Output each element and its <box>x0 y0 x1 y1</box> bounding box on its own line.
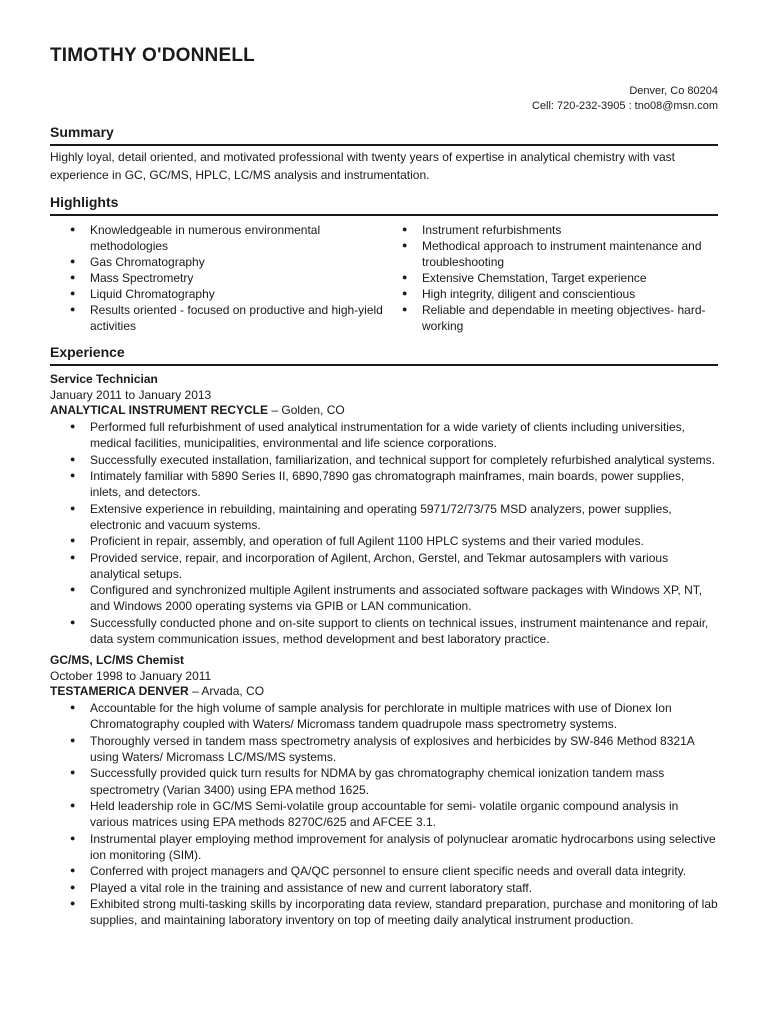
bullet-icon: ● <box>70 272 76 282</box>
candidate-name: TIMOTHY O'DONNELL <box>50 45 255 66</box>
list-item: ● Mass Spectrometry <box>70 271 194 285</box>
list-item: ● Successfully conducted phone and on-site support to clients on technical issues, instrument maintenance and repair, data system communication issues, method development and best laboratory practice. <box>70 615 709 646</box>
bullet-icon: ● <box>70 288 76 298</box>
bullet-icon: ● <box>402 288 408 298</box>
bullet-icon: ● <box>402 240 408 250</box>
contact-address: Denver, Co 80204 <box>629 85 718 97</box>
list-item: ● Liquid Chromatography <box>70 287 215 301</box>
contact-block <box>50 84 718 114</box>
bullet-icon: ● <box>70 551 76 562</box>
company-location: – Arvada, CO <box>188 684 265 699</box>
list-item: ● Exhibited strong multi-tasking skills by incorporating data review, standard preparation, purchase and monitoring of lab supplies, and maintaining laboratory inventory on top of meeting daily analytical instrument production. <box>70 896 718 928</box>
list-item: ● Successfully executed installation, familiarization, and technical support for completely refurbished analytical systems. <box>70 452 715 467</box>
job-duties <box>50 700 718 928</box>
job-company <box>50 684 718 699</box>
list-item: ● Extensive Chemstation, Target experience <box>402 271 647 285</box>
list-item: ● Conferred with project managers and QA/QC personnel to ensure client specific needs and overall data integrity. <box>70 864 687 879</box>
experience-heading: Experience <box>50 344 718 366</box>
highlights-right-list <box>384 222 718 334</box>
highlights-left-list <box>50 222 384 334</box>
highlights-heading: Highlights <box>50 194 718 216</box>
bullet-icon: ● <box>70 702 76 713</box>
bullet-icon: ● <box>70 502 76 513</box>
list-item: ● Gas Chromatography <box>70 255 205 269</box>
list-item: ● Provided service, repair, and incorporation of Agilent, Archon, Gerstel, and Tekmar autosamplers with various analytical setups. <box>70 550 669 581</box>
list-item: ● Successfully provided quick turn results for NDMA by gas chromatography chemical ionization tandem mass spectrometry (Varian 3400) using EPA method 1625. <box>70 766 665 797</box>
company-location: – Golden, CO <box>268 403 345 417</box>
bullet-icon: ● <box>70 304 76 314</box>
job-dates: January 2011 to January 2013 <box>50 388 212 402</box>
company-name: TESTAMERICA DENVER <box>50 684 189 699</box>
summary-heading: Summary <box>50 124 718 146</box>
bullet-icon: ● <box>70 799 76 810</box>
contact-phone-email: Cell: 720-232-3905 : tno08@msn.com <box>531 100 718 112</box>
job-entry <box>50 372 718 647</box>
highlights-columns <box>50 222 718 334</box>
list-item: ● Configured and synchronized multiple Agilent instruments and associated software packages with Windows XP, NT, and Windows 2000 operating systems via GPIB or LAN communication. <box>70 583 703 614</box>
bullet-icon: ● <box>70 421 76 431</box>
resume-page <box>50 44 718 929</box>
company-name: ANALYTICAL INSTRUMENT RECYCLE <box>50 403 269 417</box>
list-item: ● Performed full refurbishment of used analytical instrumentation for a wide variety of clients including universities, medical facilities, municipalities, environmental and life science corporations. <box>70 420 685 451</box>
bullet-icon: ● <box>70 535 76 546</box>
job-company <box>50 403 718 418</box>
job-title: Service Technician <box>50 372 158 386</box>
bullet-icon: ● <box>70 616 76 627</box>
bullet-icon: ● <box>70 767 76 778</box>
list-item: ● Methodical approach to instrument maintenance and troubleshooting <box>402 239 702 269</box>
bullet-icon: ● <box>402 304 408 314</box>
bullet-icon: ● <box>70 897 76 908</box>
bullet-icon: ● <box>70 881 76 892</box>
job-entry <box>50 653 718 928</box>
list-item: ● Extensive experience in rebuilding, maintaining and operating 5971/72/73/75 MSD analyzers, power supplies, electronic and vacuum systems. <box>70 501 672 532</box>
list-item: ● Intimately familiar with 5890 Series II, 6890,7890 gas chromatograph mainframes, main boards, power supplies, inlets, and detectors. <box>70 468 685 500</box>
bullet-icon: ● <box>70 224 76 234</box>
list-item: ● Held leadership role in GC/MS Semi-volatile group accountable for semi- volatile organic compound analysis in various matrices using EPA methods 8270C/625 and AFCEE 3.1. <box>70 798 679 830</box>
list-item: ● Knowledgeable in numerous environmental methodologies <box>70 223 321 253</box>
bullet-icon: ● <box>402 224 408 234</box>
list-item: ● High integrity, diligent and conscientious <box>402 287 636 301</box>
bullet-icon: ● <box>70 453 76 464</box>
bullet-icon: ● <box>70 584 76 595</box>
bullet-icon: ● <box>70 865 76 876</box>
list-item: ● Instrument refurbishments <box>402 223 562 237</box>
job-dates: October 1998 to January 2011 <box>50 669 212 684</box>
list-item: ● Reliable and dependable in meeting objectives- hard-working <box>402 303 706 333</box>
list-item: ● Thoroughly versed in tandem mass spectrometry analysis of explosives and herbicides by SW-846 Method 8321A using Waters/ Micromass LC/MS/MS systems. <box>70 733 695 764</box>
job-duties <box>50 419 718 647</box>
bullet-icon: ● <box>70 832 76 843</box>
list-item: ● Results oriented - focused on productive and high-yield activities <box>70 303 383 333</box>
bullet-icon: ● <box>70 734 76 745</box>
list-item: ● Proficient in repair, assembly, and operation of full Agilent 1100 HPLC systems and their varied modules. <box>70 534 644 549</box>
bullet-icon: ● <box>70 256 76 266</box>
bullet-icon: ● <box>70 469 76 480</box>
list-item: ● Instrumental player employing method improvement for analysis of polynuclear aromatic hydrocarbons using selective ion monitoring (SIM). <box>70 831 716 862</box>
list-item: ● Accountable for the high volume of sample analysis for perchlorate in multiple matrices with use of Dionex Ion Chromatography coupled with Waters/ Micromass tandem quadrupole mass spectrometry systems. <box>70 701 672 732</box>
job-title: GC/MS, LC/MS Chemist <box>50 653 185 668</box>
summary-text: Highly loyal, detail oriented, and motivated professional with twenty years of expertise in analytical chemistry with vast experience in GC, GC/MS, HPLC, LC/MS analysis and instrumentation. <box>50 150 675 182</box>
bullet-icon: ● <box>402 272 408 282</box>
list-item: ● Played a vital role in the training and assistance of new and current laboratory staff. <box>70 880 533 895</box>
